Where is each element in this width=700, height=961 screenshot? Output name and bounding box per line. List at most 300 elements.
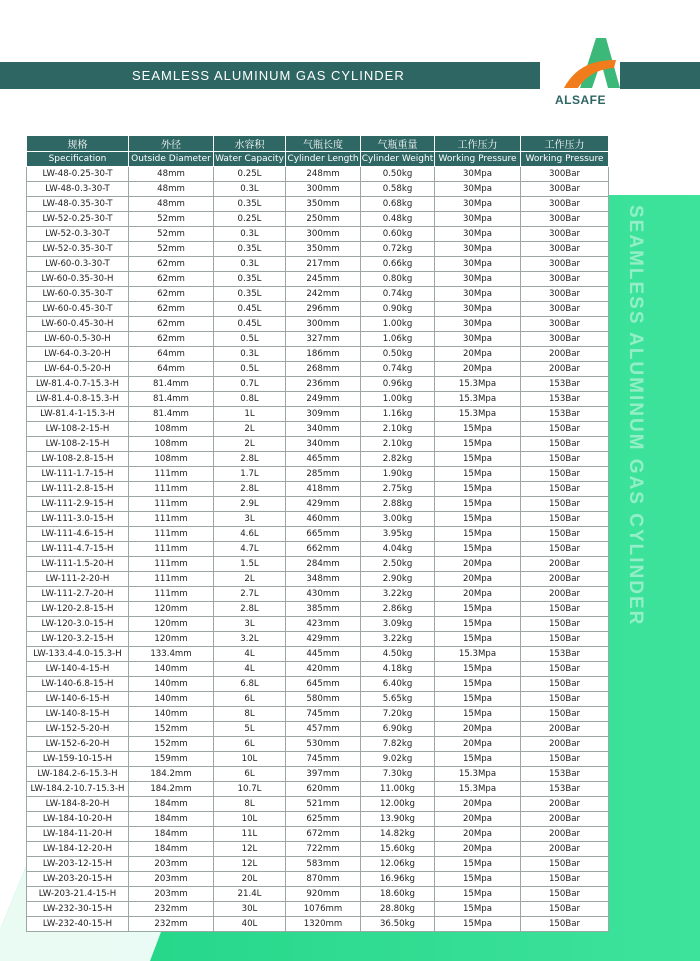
table-cell: 184mm [129, 812, 214, 827]
table-cell: 200Bar [521, 737, 609, 752]
table-cell: 200Bar [521, 827, 609, 842]
table-row [27, 602, 609, 617]
table-cell: 1320mm [286, 917, 361, 932]
table-cell: 0.45L [214, 302, 286, 317]
table-cell: LW-48-0.3-30-T [27, 182, 129, 197]
table-cell: LW-184-12-20-H [27, 842, 129, 857]
table-cell: 236mm [286, 377, 361, 392]
header-cn-cell: 规格 [27, 136, 129, 152]
table-cell: 580mm [286, 692, 361, 707]
table-row [27, 782, 609, 797]
table-cell: 1.06kg [361, 332, 435, 347]
table-cell: 4L [214, 647, 286, 662]
table-cell: 7.82kg [361, 737, 435, 752]
table-cell: 200Bar [521, 572, 609, 587]
header-en-cell: Specification [27, 152, 129, 167]
table-cell: 30Mpa [435, 287, 521, 302]
table-cell: 9.02kg [361, 752, 435, 767]
table-cell: 0.25L [214, 167, 286, 182]
table-cell: 200Bar [521, 347, 609, 362]
table-cell: 150Bar [521, 542, 609, 557]
table-row [27, 362, 609, 377]
table-cell: 52mm [129, 242, 214, 257]
table-cell: 6L [214, 692, 286, 707]
table-cell: 245mm [286, 272, 361, 287]
table-cell: 150Bar [521, 692, 609, 707]
table-cell: 4.7L [214, 542, 286, 557]
table-cell: 140mm [129, 707, 214, 722]
table-cell: 1.00kg [361, 392, 435, 407]
page-title: SEAMLESS ALUMINUM GAS CYLINDER [132, 68, 405, 83]
header-cn-cell: 水容积 [214, 136, 286, 152]
table-row [27, 257, 609, 272]
table-cell: 20Mpa [435, 737, 521, 752]
table-cell: 15Mpa [435, 707, 521, 722]
table-cell: 184mm [129, 797, 214, 812]
table-cell: 645mm [286, 677, 361, 692]
table-cell: 5.65kg [361, 692, 435, 707]
header-en-cell: Working Pressure [435, 152, 521, 167]
table-cell: 81.4mm [129, 377, 214, 392]
table-cell: 300Bar [521, 302, 609, 317]
table-row [27, 347, 609, 362]
table-cell: 15Mpa [435, 662, 521, 677]
table-cell: 30Mpa [435, 197, 521, 212]
table-cell: 665mm [286, 527, 361, 542]
table-cell: 140mm [129, 692, 214, 707]
table-row [27, 212, 609, 227]
table-cell: 672mm [286, 827, 361, 842]
table-cell: 309mm [286, 407, 361, 422]
table-cell: 250mm [286, 212, 361, 227]
table-cell: 20Mpa [435, 347, 521, 362]
table-cell: 10.7L [214, 782, 286, 797]
table-row [27, 287, 609, 302]
header-en-cell: Cylinder Length [286, 152, 361, 167]
table-cell: 150Bar [521, 857, 609, 872]
table-row [27, 272, 609, 287]
table-row [27, 572, 609, 587]
table-cell: 150Bar [521, 662, 609, 677]
table-cell: 2.88kg [361, 497, 435, 512]
header-row-cn [27, 136, 609, 152]
table-cell: 6L [214, 737, 286, 752]
table-cell: 15Mpa [435, 542, 521, 557]
table-cell: 1.7L [214, 467, 286, 482]
table-cell: 3.22kg [361, 632, 435, 647]
table-cell: LW-108-2-15-H [27, 422, 129, 437]
table-cell: 7.30kg [361, 767, 435, 782]
table-cell: 153Bar [521, 647, 609, 662]
table-cell: LW-111-2.9-15-H [27, 497, 129, 512]
table-cell: 184.2mm [129, 782, 214, 797]
table-cell: 15.60kg [361, 842, 435, 857]
table-cell: 423mm [286, 617, 361, 632]
table-cell: 3.09kg [361, 617, 435, 632]
header-cn-cell: 工作压力 [521, 136, 609, 152]
table-cell: 2.10kg [361, 437, 435, 452]
table-cell: LW-81.4-0.8-15.3-H [27, 392, 129, 407]
table-cell: 0.25L [214, 212, 286, 227]
table-cell: 203mm [129, 887, 214, 902]
table-row [27, 752, 609, 767]
table-cell: 140mm [129, 662, 214, 677]
table-cell: 64mm [129, 362, 214, 377]
table-cell: LW-111-2-20-H [27, 572, 129, 587]
table-cell: 111mm [129, 527, 214, 542]
table-cell: 150Bar [521, 617, 609, 632]
table-cell: 2L [214, 422, 286, 437]
table-cell: 6.40kg [361, 677, 435, 692]
table-cell: 111mm [129, 512, 214, 527]
table-cell: 0.3L [214, 257, 286, 272]
table-cell: 300Bar [521, 212, 609, 227]
table-cell: 625mm [286, 812, 361, 827]
table-cell: LW-60-0.3-30-T [27, 257, 129, 272]
table-cell: 5L [214, 722, 286, 737]
header-en-cell: Cylinder Weight [361, 152, 435, 167]
table-cell: 200Bar [521, 797, 609, 812]
table-cell: 350mm [286, 242, 361, 257]
table-cell: 11L [214, 827, 286, 842]
table-cell: 52mm [129, 227, 214, 242]
table-cell: 200Bar [521, 812, 609, 827]
table-cell: LW-184-8-20-H [27, 797, 129, 812]
table-cell: 120mm [129, 617, 214, 632]
table-cell: LW-152-6-20-H [27, 737, 129, 752]
table-cell: 62mm [129, 332, 214, 347]
table-cell: 0.68kg [361, 197, 435, 212]
table-cell: 152mm [129, 737, 214, 752]
table-cell: 10L [214, 752, 286, 767]
table-cell: 2.8L [214, 482, 286, 497]
table-cell: 13.90kg [361, 812, 435, 827]
table-cell: 0.96kg [361, 377, 435, 392]
table-cell: LW-108-2-15-H [27, 437, 129, 452]
table-cell: 200Bar [521, 842, 609, 857]
table-cell: 30Mpa [435, 212, 521, 227]
table-cell: 62mm [129, 317, 214, 332]
table-cell: 1076mm [286, 902, 361, 917]
table-cell: 111mm [129, 542, 214, 557]
table-cell: 150Bar [521, 752, 609, 767]
table-cell: 15Mpa [435, 692, 521, 707]
table-cell: 1.5L [214, 557, 286, 572]
table-cell: LW-52-0.25-30-T [27, 212, 129, 227]
table-cell: 153Bar [521, 782, 609, 797]
table-cell: LW-184-11-20-H [27, 827, 129, 842]
table-cell: 15.3Mpa [435, 647, 521, 662]
table-cell: 62mm [129, 257, 214, 272]
table-cell: 203mm [129, 857, 214, 872]
table-cell: 150Bar [521, 437, 609, 452]
table-cell: LW-60-0.35-30-H [27, 272, 129, 287]
table-cell: 3.2L [214, 632, 286, 647]
table-row [27, 797, 609, 812]
table-cell: 6L [214, 767, 286, 782]
table-cell: 8L [214, 707, 286, 722]
table-cell: LW-81.4-1-15.3-H [27, 407, 129, 422]
table-cell: 4.18kg [361, 662, 435, 677]
table-cell: 15Mpa [435, 632, 521, 647]
table-cell: 0.3L [214, 182, 286, 197]
table-cell: 21.4L [214, 887, 286, 902]
table-cell: 153Bar [521, 407, 609, 422]
table-row [27, 632, 609, 647]
table-row [27, 587, 609, 602]
table-cell: 30Mpa [435, 167, 521, 182]
table-cell: 62mm [129, 272, 214, 287]
table-row [27, 827, 609, 842]
table-cell: 249mm [286, 392, 361, 407]
table-row [27, 707, 609, 722]
table-cell: 3L [214, 512, 286, 527]
vertical-watermark: SEAMLESS ALUMINUM GAS CYLINDER [625, 205, 646, 627]
table-cell: 150Bar [521, 917, 609, 932]
table-cell: 2.8L [214, 452, 286, 467]
table-cell: LW-52-0.3-30-T [27, 227, 129, 242]
table-cell: 3L [214, 617, 286, 632]
table-cell: 2.9L [214, 497, 286, 512]
table-cell: 340mm [286, 422, 361, 437]
table-cell: 150Bar [521, 512, 609, 527]
table-cell: 18.60kg [361, 887, 435, 902]
table-cell: 108mm [129, 452, 214, 467]
table-cell: 248mm [286, 167, 361, 182]
table-cell: 232mm [129, 902, 214, 917]
table-cell: 15Mpa [435, 677, 521, 692]
table-cell: 0.50kg [361, 347, 435, 362]
table-row [27, 542, 609, 557]
table-cell: 152mm [129, 722, 214, 737]
table-cell: 30Mpa [435, 182, 521, 197]
table-cell: LW-60-0.35-30-T [27, 287, 129, 302]
table-cell: LW-232-30-15-H [27, 902, 129, 917]
table-cell: 2L [214, 572, 286, 587]
table-cell: 30Mpa [435, 302, 521, 317]
table-cell: 2.82kg [361, 452, 435, 467]
table-row [27, 422, 609, 437]
table-cell: 420mm [286, 662, 361, 677]
table-cell: 20Mpa [435, 557, 521, 572]
table-cell: 15.3Mpa [435, 377, 521, 392]
table-row [27, 332, 609, 347]
table-cell: 186mm [286, 347, 361, 362]
table-cell: 620mm [286, 782, 361, 797]
table-cell: 0.35L [214, 287, 286, 302]
table-cell: 0.72kg [361, 242, 435, 257]
table-cell: 0.35L [214, 272, 286, 287]
table-cell: LW-152-5-20-H [27, 722, 129, 737]
table-row [27, 527, 609, 542]
table-cell: 40L [214, 917, 286, 932]
table-cell: 2.10kg [361, 422, 435, 437]
table-row [27, 407, 609, 422]
table-cell: 20Mpa [435, 572, 521, 587]
table-cell: 350mm [286, 197, 361, 212]
table-row [27, 692, 609, 707]
table-cell: 284mm [286, 557, 361, 572]
table-cell: 52mm [129, 212, 214, 227]
table-cell: 20Mpa [435, 827, 521, 842]
table-cell: 445mm [286, 647, 361, 662]
table-cell: LW-140-8-15-H [27, 707, 129, 722]
table-cell: 300Bar [521, 197, 609, 212]
table-cell: 0.3L [214, 347, 286, 362]
table-cell: 15Mpa [435, 887, 521, 902]
table-cell: 242mm [286, 287, 361, 302]
table-cell: LW-48-0.25-30-T [27, 167, 129, 182]
table-cell: 153Bar [521, 767, 609, 782]
table-cell: 133.4mm [129, 647, 214, 662]
table-cell: LW-184.2-6-15.3-H [27, 767, 129, 782]
table-cell: 159mm [129, 752, 214, 767]
table-cell: 111mm [129, 497, 214, 512]
table-cell: 2.50kg [361, 557, 435, 572]
table-cell: 30Mpa [435, 317, 521, 332]
table-cell: 184mm [129, 827, 214, 842]
table-cell: 15Mpa [435, 527, 521, 542]
table-cell: 3.95kg [361, 527, 435, 542]
table-cell: 4.04kg [361, 542, 435, 557]
table-cell: 150Bar [521, 902, 609, 917]
table-cell: 48mm [129, 197, 214, 212]
table-cell: 120mm [129, 632, 214, 647]
table-row [27, 617, 609, 632]
table-cell: 15Mpa [435, 437, 521, 452]
table-row [27, 302, 609, 317]
table-cell: 62mm [129, 302, 214, 317]
table-cell: 20Mpa [435, 587, 521, 602]
table-cell: 150Bar [521, 887, 609, 902]
table-cell: 15Mpa [435, 497, 521, 512]
table-cell: 153Bar [521, 392, 609, 407]
header-en-cell: Outside Diameter [129, 152, 214, 167]
table-cell: 15Mpa [435, 422, 521, 437]
table-cell: 430mm [286, 587, 361, 602]
table-cell: 15Mpa [435, 917, 521, 932]
table-cell: 150Bar [521, 872, 609, 887]
table-cell: 0.74kg [361, 287, 435, 302]
table-row [27, 737, 609, 752]
table-cell: 285mm [286, 467, 361, 482]
table-row [27, 917, 609, 932]
table-cell: 217mm [286, 257, 361, 272]
table-cell: LW-48-0.35-30-T [27, 197, 129, 212]
table-cell: 111mm [129, 467, 214, 482]
table-cell: 0.3L [214, 227, 286, 242]
table-cell: 3.22kg [361, 587, 435, 602]
table-cell: LW-133.4-4.0-15.3-H [27, 647, 129, 662]
table-cell: 12L [214, 842, 286, 857]
table-cell: 429mm [286, 632, 361, 647]
table-cell: 2.75kg [361, 482, 435, 497]
table-cell: 15Mpa [435, 872, 521, 887]
table-cell: 4L [214, 662, 286, 677]
table-cell: 15.3Mpa [435, 767, 521, 782]
table-row [27, 227, 609, 242]
table-cell: 0.8L [214, 392, 286, 407]
table-cell: 30Mpa [435, 227, 521, 242]
table-cell: 64mm [129, 347, 214, 362]
table-row [27, 767, 609, 782]
table-cell: 200Bar [521, 557, 609, 572]
table-row [27, 182, 609, 197]
table-row [27, 872, 609, 887]
table-cell: 28.80kg [361, 902, 435, 917]
table-cell: 15Mpa [435, 617, 521, 632]
table-cell: 30Mpa [435, 332, 521, 347]
table-cell: 6.8L [214, 677, 286, 692]
table-cell: 15Mpa [435, 482, 521, 497]
table-cell: 200Bar [521, 362, 609, 377]
table-cell: 0.90kg [361, 302, 435, 317]
table-cell: 120mm [129, 602, 214, 617]
table-cell: 111mm [129, 557, 214, 572]
table-cell: 745mm [286, 752, 361, 767]
table-cell: 0.48kg [361, 212, 435, 227]
header-row-en [27, 152, 609, 167]
table-cell: 348mm [286, 572, 361, 587]
table-cell: 1.00kg [361, 317, 435, 332]
table-cell: 15Mpa [435, 512, 521, 527]
table-row [27, 437, 609, 452]
table-cell: 745mm [286, 707, 361, 722]
table-cell: 12L [214, 857, 286, 872]
table-cell: 296mm [286, 302, 361, 317]
table-cell: 0.35L [214, 242, 286, 257]
table-cell: 300mm [286, 182, 361, 197]
header-cn-cell: 外径 [129, 136, 214, 152]
table-cell: 583mm [286, 857, 361, 872]
table-cell: 300Bar [521, 317, 609, 332]
table-cell: LW-184.2-10.7-15.3-H [27, 782, 129, 797]
table-cell: 15.3Mpa [435, 392, 521, 407]
table-cell: 203mm [129, 872, 214, 887]
table-row [27, 647, 609, 662]
table-row [27, 482, 609, 497]
title-banner-right [620, 62, 700, 89]
table-cell: LW-60-0.5-30-H [27, 332, 129, 347]
table-cell: 62mm [129, 287, 214, 302]
table-cell: LW-64-0.5-20-H [27, 362, 129, 377]
table-cell: 300Bar [521, 257, 609, 272]
table-row [27, 722, 609, 737]
table-cell: 300Bar [521, 227, 609, 242]
table-cell: 200Bar [521, 587, 609, 602]
table-cell: 0.50kg [361, 167, 435, 182]
table-row [27, 377, 609, 392]
table-row [27, 317, 609, 332]
table-cell: LW-111-4.6-15-H [27, 527, 129, 542]
table-cell: LW-111-2.8-15-H [27, 482, 129, 497]
table-cell: 521mm [286, 797, 361, 812]
table-cell: LW-232-40-15-H [27, 917, 129, 932]
table-cell: 1.16kg [361, 407, 435, 422]
table-cell: 150Bar [521, 707, 609, 722]
table-cell: LW-111-1.5-20-H [27, 557, 129, 572]
header-en-cell: Water Capacity [214, 152, 286, 167]
table-cell: 722mm [286, 842, 361, 857]
table-cell: 48mm [129, 182, 214, 197]
table-cell: 300mm [286, 227, 361, 242]
table-cell: 0.58kg [361, 182, 435, 197]
table-cell: 150Bar [521, 602, 609, 617]
table-cell: 150Bar [521, 482, 609, 497]
table-cell: 2.7L [214, 587, 286, 602]
table-row [27, 167, 609, 182]
table-cell: 150Bar [521, 527, 609, 542]
